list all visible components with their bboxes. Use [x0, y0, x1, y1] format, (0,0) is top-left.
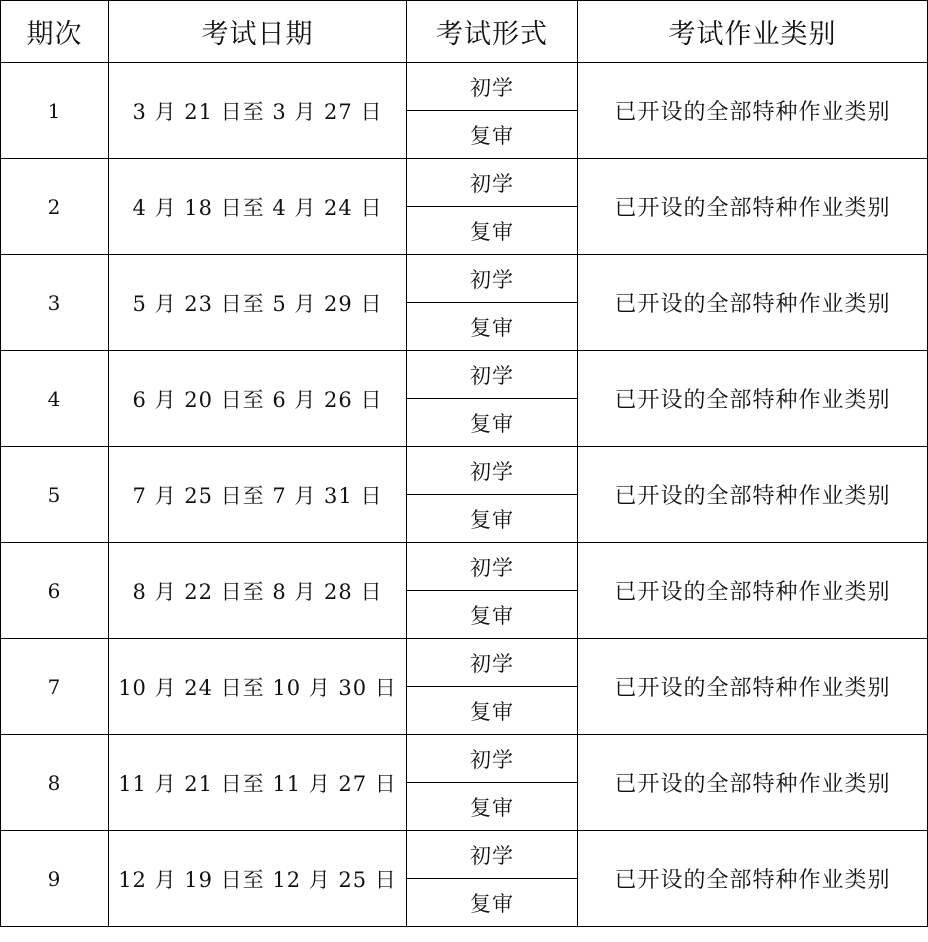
table-row: [1, 159, 928, 207]
exam-form-cell: 复审: [407, 495, 578, 543]
table-row: [1, 63, 928, 111]
header-exam-date: 考试日期: [109, 1, 407, 63]
exam-form-cell: 复审: [407, 303, 578, 351]
exam-form-cell: 初学: [407, 63, 578, 111]
exam-date-cell: 11 月 21 日至 11 月 27 日: [109, 735, 407, 831]
period-cell: 4: [1, 351, 109, 447]
exam-form-cell: 初学: [407, 831, 578, 879]
exam-form-cell: 初学: [407, 159, 578, 207]
exam-form-cell: 初学: [407, 735, 578, 783]
exam-date-cell: 5 月 23 日至 5 月 29 日: [109, 255, 407, 351]
exam-date-cell: 12 月 19 日至 12 月 25 日: [109, 831, 407, 927]
exam-category-cell: 已开设的全部特种作业类别: [578, 351, 928, 447]
header-period: 期次: [1, 1, 109, 63]
exam-category-cell: 已开设的全部特种作业类别: [578, 735, 928, 831]
exam-form-cell: 初学: [407, 351, 578, 399]
exam-date-cell: 8 月 22 日至 8 月 28 日: [109, 543, 407, 639]
exam-category-cell: 已开设的全部特种作业类别: [578, 543, 928, 639]
header-exam-form: 考试形式: [407, 1, 578, 63]
exam-category-cell: 已开设的全部特种作业类别: [578, 63, 928, 159]
table-row: [1, 543, 928, 591]
exam-date-cell: 6 月 20 日至 6 月 26 日: [109, 351, 407, 447]
exam-form-cell: 初学: [407, 447, 578, 495]
table-header: [1, 1, 928, 63]
period-cell: 1: [1, 63, 109, 159]
exam-form-cell: 复审: [407, 783, 578, 831]
exam-date-cell: 10 月 24 日至 10 月 30 日: [109, 639, 407, 735]
exam-category-cell: 已开设的全部特种作业类别: [578, 639, 928, 735]
exam-form-cell: 复审: [407, 879, 578, 927]
exam-form-cell: 复审: [407, 207, 578, 255]
exam-date-cell: 7 月 25 日至 7 月 31 日: [109, 447, 407, 543]
table-row: [1, 735, 928, 783]
table-row: [1, 447, 928, 495]
table-body: [1, 63, 928, 927]
table-row: [1, 351, 928, 399]
exam-category-cell: 已开设的全部特种作业类别: [578, 447, 928, 543]
exam-form-cell: 复审: [407, 591, 578, 639]
exam-category-cell: 已开设的全部特种作业类别: [578, 159, 928, 255]
period-cell: 6: [1, 543, 109, 639]
header-row: [1, 1, 928, 63]
period-cell: 5: [1, 447, 109, 543]
exam-form-cell: 复审: [407, 111, 578, 159]
period-cell: 2: [1, 159, 109, 255]
period-cell: 7: [1, 639, 109, 735]
exam-form-cell: 初学: [407, 639, 578, 687]
table-row: [1, 255, 928, 303]
exam-date-cell: 4 月 18 日至 4 月 24 日: [109, 159, 407, 255]
exam-form-cell: 复审: [407, 687, 578, 735]
exam-form-cell: 初学: [407, 543, 578, 591]
table-row: [1, 639, 928, 687]
period-cell: 3: [1, 255, 109, 351]
exam-form-cell: 初学: [407, 255, 578, 303]
exam-category-cell: 已开设的全部特种作业类别: [578, 831, 928, 927]
table-row: [1, 831, 928, 879]
exam-date-cell: 3 月 21 日至 3 月 27 日: [109, 63, 407, 159]
header-exam-category: 考试作业类别: [578, 1, 928, 63]
period-cell: 9: [1, 831, 109, 927]
period-cell: 8: [1, 735, 109, 831]
exam-category-cell: 已开设的全部特种作业类别: [578, 255, 928, 351]
exam-form-cell: 复审: [407, 399, 578, 447]
